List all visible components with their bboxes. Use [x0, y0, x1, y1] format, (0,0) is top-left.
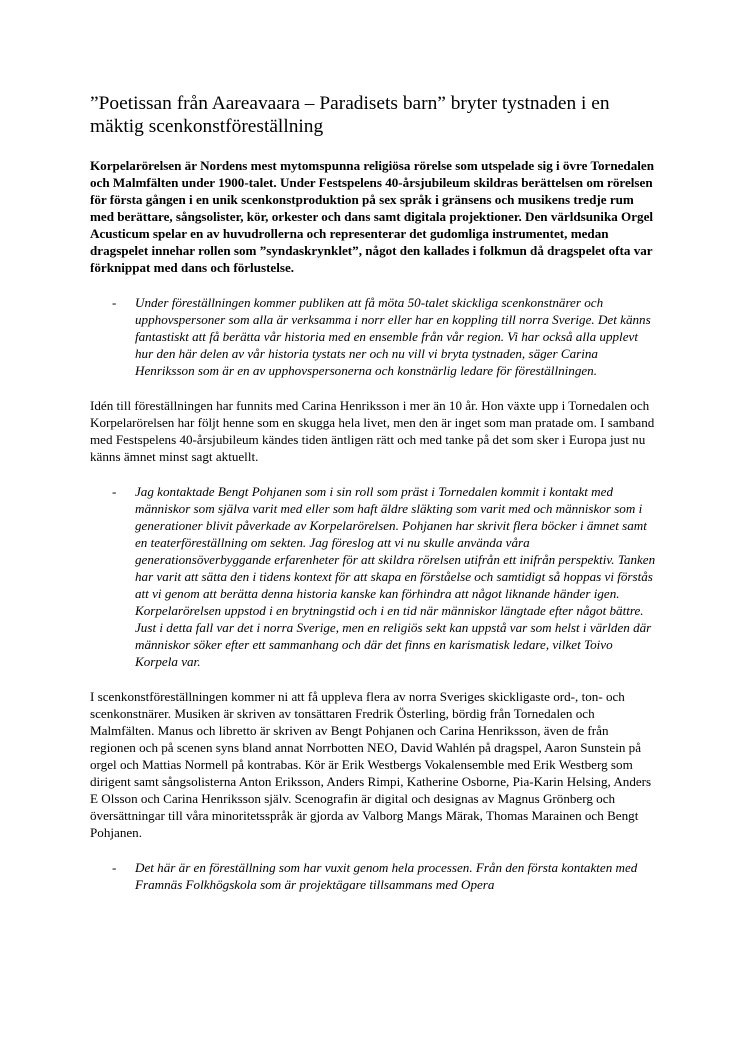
quote-text: Under föreställningen kommer publiken att få möta 50-talet skickliga scenkonstnärer och upphovspersoner som alla är verksamma i norr eller har en koppling till norra Sverige. Det känns fantastiskt att få berätta vår historia med en ensemble från vår region. Vi har också alla upplevt hur den här delen av vår historia tystats ner och nu vill vi bryta tystnaden, säger Carina Henriksson som är en av upphovspersonerna och konstnärlig ledare för föreställningen. — [135, 295, 651, 378]
quote-dash: - — [112, 484, 117, 499]
body-paragraph: Idén till föreställningen har funnits med Carina Henriksson i mer än 10 år. Hon växte upp i Tornedalen och Korpelarörelsen har följt henne som en skugga hela livet, men den är inget som man pratade om. I samband med Festspelens 40-årsjubileum kändes tiden äntligen rätt och med tanke på det som sker i Europa just nu känns ämnet minst sagt aktuellt. — [90, 398, 655, 464]
lead-paragraph: Korpelarörelsen är Nordens mest mytomspunna religiösa rörelse som utspelade sig i övre Tornedalen och Malmfälten under 1900-talet. Under Festspelens 40-årsjubileum skildras berättelsen om rörelsen för första gången i en unik scenkonstproduktion på sex språk i gränsens och musikens tredje rum med berättare, sångsolister, kör, orkester och dans samt digitala projektioner. Den världsunika Orgel Acusticum spelar en av huvudrollerna och representerar det gudomliga instrumentet, medan dragspelet innehar rollen som ”syndaskrynklet”, något den kallades i folkmun då dragspelet ofta var förknippat med dans och förlustelse. — [90, 158, 654, 275]
quote-text: Det här är en föreställning som har vuxit genom hela processen. Från den första kontakten med Framnäs Folkhögskola som är projektägare tillsammans med Opera — [135, 860, 638, 892]
quote-dash: - — [112, 295, 117, 310]
body-paragraph: I scenkonstföreställningen kommer ni att få uppleva flera av norra Sveriges skickligaste ord-, ton- och scenkonstnärer. Musiken är skriven av tonsättaren Fredrik Österling, bördig från Tornedalen och Malmfälten. Manus och libretto är skriven av Bengt Pohjanen och Carina Henriksson, även de från regionen och på scenen syns bland annat Norrbotten NEO, David Wahlén på dragspel, Aaron Sunstein på orgel och Mattias Normell på kontrabas. Kör är Erik Westbergs Vokalensemble med Erik Westberg som dirigent samt sångsolisterna Anton Eriksson, Anders Rimpi, Katherine Osborne, Pia-Karin Helsing, Anders E Olsson och Carina Henriksson själv. Scenografin är digital och designas av Magnus Grönberg och översättningar till våra minoritetsspråk är gjorda av Valborg Mangs Märak, Thomas Marainen och Bengt Pohjanen. — [90, 689, 652, 840]
quote-block — [90, 483, 656, 670]
quote-dash: - — [112, 860, 117, 875]
document-page — [90, 92, 656, 911]
quote-text: Jag kontaktade Bengt Pohjanen som i sin roll som präst i Tornedalen kommit i kontakt med människor som själva varit med eller som haft äldre släkting som varit med och människor som i generationer blivit påverkade av Korpelarörelsen. Pohjanen har skrivit flera böcker i ämnet samt en teaterföreställning om sekten. Jag föreslog att vi nu skulle använda våra generationsöverbyggande erfarenheter för att skildra rörelsen utifrån ett inifrån perspektiv. Tanken har varit att sätta den i tidens kontext för att skapa en förståelse och samtidigt så hoppas vi förstås att vi genom att berätta denna historia kanske kan förhindra att något liknande händer igen. Korpelarörelsen uppstod i en brytningstid och i en tid när människor längtade efter något bättre. Just i detta fall var det i norra Sverige, men en religiös sekt kan uppstå var som helst i världen där människor söker efter ett sammanhang och där det finns en karismatisk ledare, vilket Toivo Korpela var. — [135, 484, 656, 669]
article-title: ”Poetissan från Aareavaara – Paradisets barn” bryter tystnaden i en mäktig scenkonstföreställning — [90, 93, 610, 137]
quote-block — [90, 294, 656, 379]
quote-block — [90, 859, 656, 893]
